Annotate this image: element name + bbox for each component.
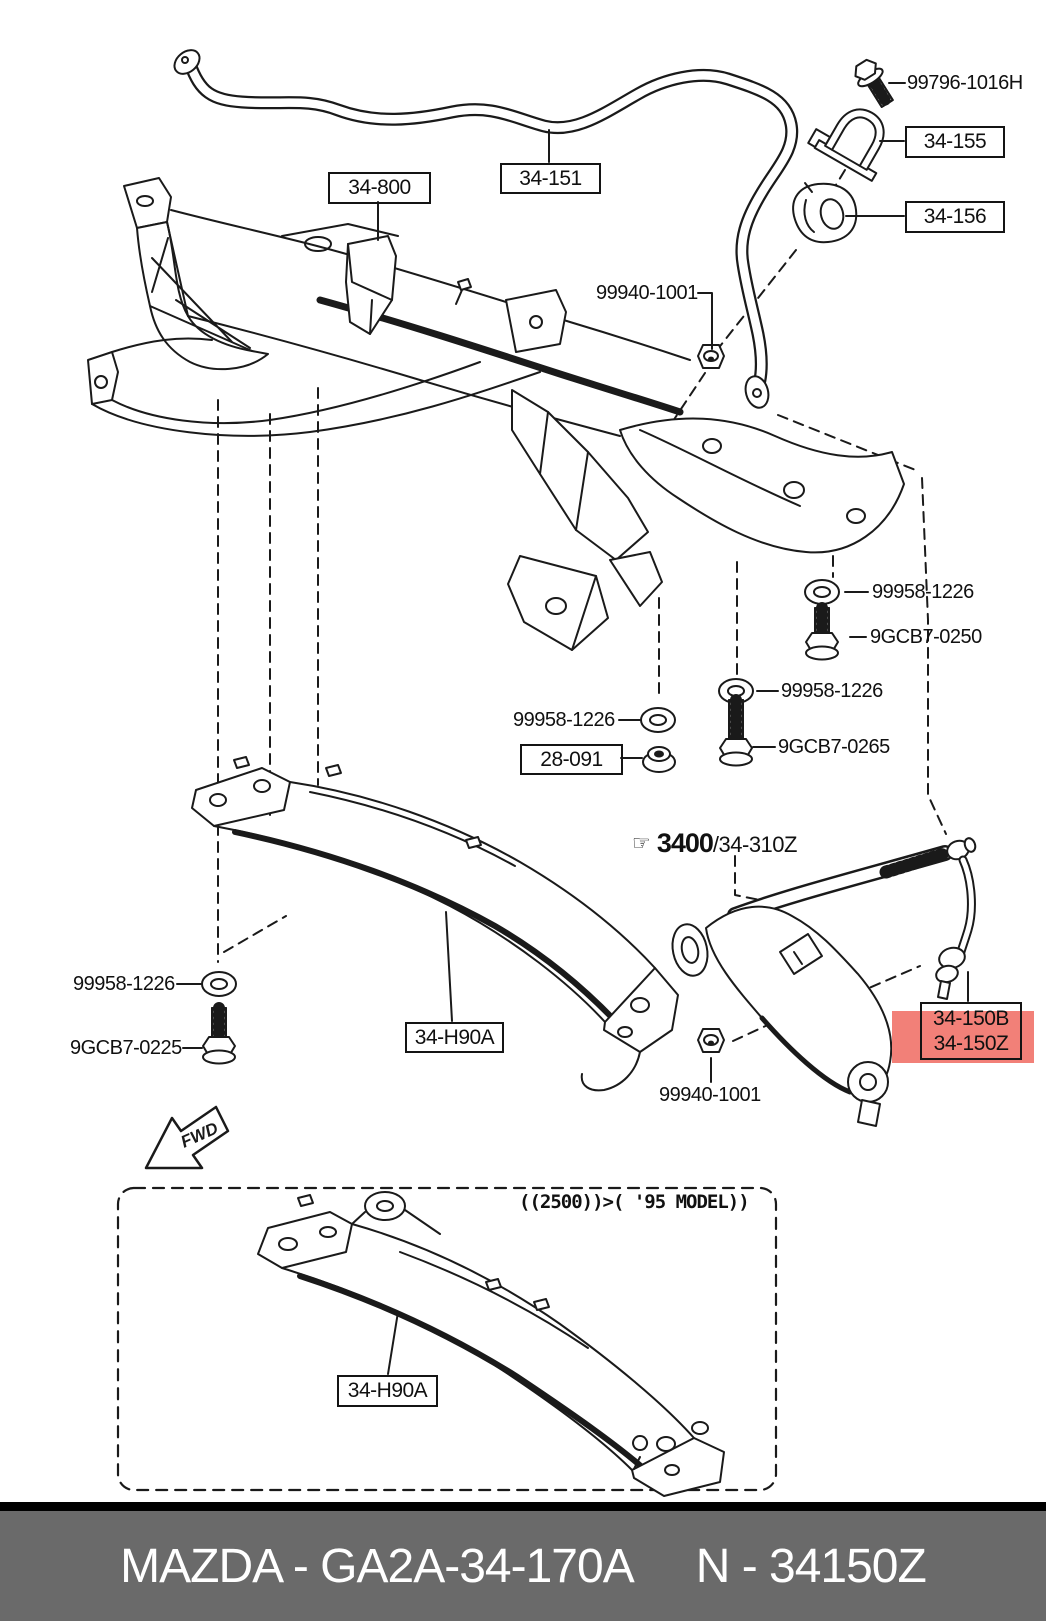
flange-nut-icon (643, 747, 675, 772)
part-label-9GCB7-0225: 9GCB7-0225 (70, 1037, 182, 1059)
footer-part-number: N - 34150Z (695, 1539, 926, 1593)
clamp-icon (808, 93, 902, 181)
part-label-34-150Z[interactable]: 34-150Z (933, 1032, 1009, 1055)
assembly-ref-group: 3400 (656, 828, 713, 858)
fwd-arrow-icon (146, 1107, 228, 1168)
part-label-99940-1001-upper: 99940-1001 (596, 282, 698, 304)
footer-catalog-code: MAZDA - GA2A-34-170A (120, 1539, 634, 1593)
part-label-99796-1016H: 99796-1016H (907, 72, 1023, 94)
washer-icon (202, 972, 236, 996)
part-label-34-800[interactable]: 34-800 (328, 172, 431, 204)
model-note: ((2500))>( '95 MODEL)) (519, 1191, 749, 1213)
washer-icon (805, 580, 839, 604)
front-crossmember-art (88, 178, 904, 650)
part-label-9GCB7-0250: 9GCB7-0250 (870, 626, 982, 648)
part-label-34-156[interactable]: 34-156 (905, 201, 1005, 233)
fwd-arrow-label: FWD (177, 1118, 221, 1152)
part-label-34-H90A-mid[interactable]: 34-H90A (405, 1022, 504, 1053)
nut-icon (698, 1029, 724, 1052)
part-label-99958-1226-right-lower: 99958-1226 (781, 680, 883, 702)
bushing-icon (793, 183, 856, 242)
assembly-ref-suffix: /34-310Z (712, 832, 797, 857)
part-label-99958-1226-left: 99958-1226 (73, 973, 175, 995)
part-label-28-091[interactable]: 28-091 (520, 744, 623, 775)
part-label-34-150-group[interactable] (920, 1002, 1022, 1060)
footer-divider (0, 1502, 1046, 1511)
part-label-34-H90A-bottom[interactable]: 34-H90A (337, 1375, 438, 1407)
part-label-34-151[interactable]: 34-151 (500, 163, 601, 194)
bolt-icon (203, 1008, 235, 1064)
bolt-icon (806, 608, 838, 660)
footer-banner (0, 1511, 1046, 1621)
lower-crossmember-art (258, 1192, 724, 1496)
part-label-99958-1226-center: 99958-1226 (513, 709, 615, 731)
pointer-hand-icon: ☞ (632, 832, 651, 855)
part-label-34-150B[interactable]: 34-150B (933, 1007, 1009, 1030)
washer-icon (641, 708, 675, 732)
bolt-icon (720, 700, 752, 766)
part-label-99958-1226-right-upper: 99958-1226 (872, 581, 974, 603)
assembly-reference (632, 828, 797, 859)
part-label-9GCB7-0265: 9GCB7-0265 (778, 736, 890, 758)
part-label-99940-1001-lower: 99940-1001 (659, 1084, 761, 1106)
part-label-34-155[interactable]: 34-155 (905, 126, 1005, 158)
